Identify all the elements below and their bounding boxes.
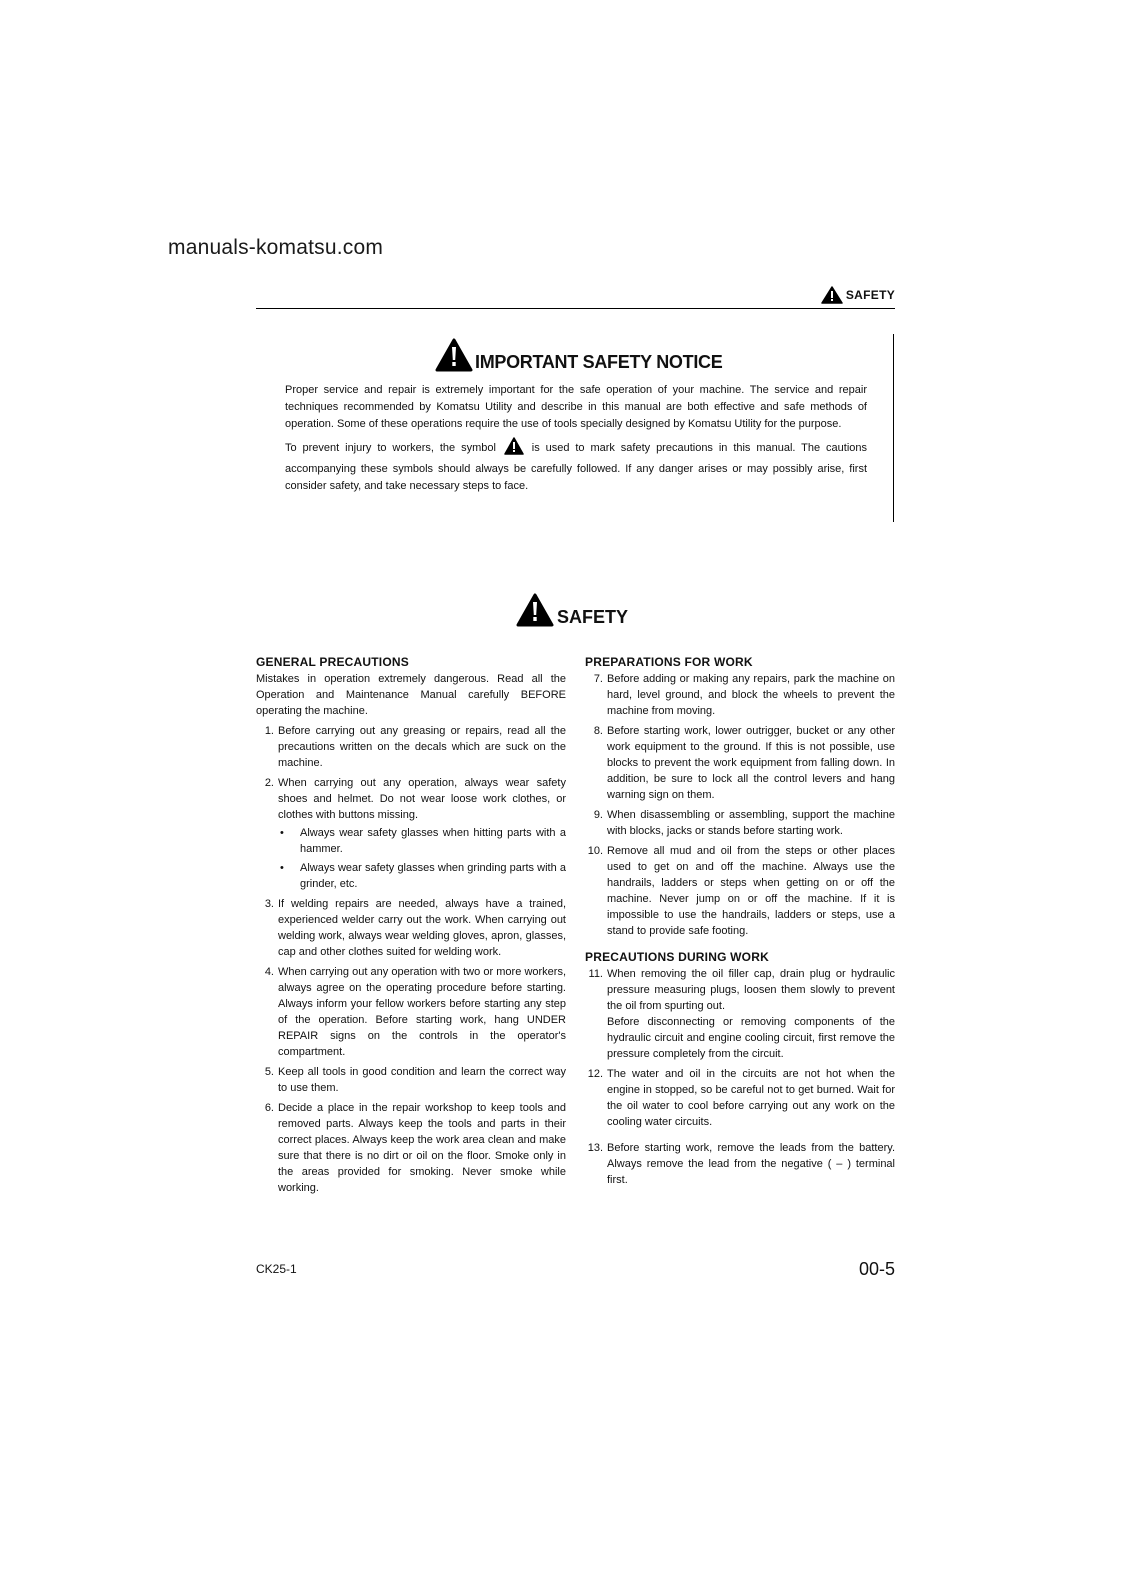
- notice-title: IMPORTANT SAFETY NOTICE: [475, 352, 723, 372]
- running-header: [821, 286, 895, 304]
- notice-paragraph: Proper service and repair is extremely important for the safe operation of your machine. The service and repair techniques recommended by Komatsu Utility and describe in this manual are both effective and safe methods of operation. Some of these operations require the use of tools specially designed by Komatsu Utility for the purpose.: [285, 384, 867, 430]
- list-item: 6. Decide a place in the repair workshop to keep tools and removed parts. Always keep the tools and parts in their correct places. Always keep the work area clean and make sure that there is no dirt or oil on the floor. Smoke only in the areas provided for smoking. Never smoke while working.: [264, 1102, 566, 1194]
- list-item: 8. Before starting work, lower outrigger, bucket or any other work equipment to the ground. If this is not possible, use blocks to prevent the work equipment from falling down. In addition, be sure to lock all the control levers and hang warning sign on them.: [593, 725, 895, 801]
- right-column: [585, 654, 895, 1192]
- list-item: 9. When disassembling or assembling, support the machine with blocks, jacks or stands before starting work.: [593, 809, 895, 837]
- bullet-item: • Always wear safety glasses when hitting parts with a hammer.: [280, 827, 566, 855]
- notice-heading: [435, 338, 722, 372]
- general-intro: Mistakes in operation extremely dangerous. Read all the Operation and Maintenance Manual carefully BEFORE operating the machine.: [256, 673, 566, 717]
- general-precautions-heading: GENERAL PRECAUTIONS: [256, 655, 409, 669]
- list-item: 12. The water and oil in the circuits are not hot when the engine in stopped, so be careful not to get burned. Wait for the oil water to cool before carrying out any work on the cooling water circuits.: [587, 1068, 895, 1128]
- list-item: 13. Before starting work, remove the leads from the battery. Always remove the lead from the negative ( – ) terminal first.: [587, 1142, 895, 1186]
- bullet-item: • Always wear safety glasses when grinding parts with a grinder, etc.: [280, 862, 566, 890]
- notice-symbol-paragraph: [285, 437, 867, 495]
- preparations-heading: PREPARATIONS FOR WORK: [585, 655, 753, 669]
- section-label: SAFETY: [845, 288, 895, 302]
- preparations-list: [585, 671, 895, 939]
- warning-triangle-icon: [516, 593, 554, 627]
- list-item: 1. Before carrying out any greasing or repairs, read all the precautions written on the decals which are suck on the machine.: [264, 725, 566, 769]
- watermark-text: manuals-komatsu.com: [168, 236, 384, 259]
- bullet-list: [278, 825, 566, 892]
- notice-body: [285, 382, 867, 499]
- symbol-text-before: To prevent injury to workers, the symbol: [285, 442, 496, 454]
- change-bar: [893, 334, 894, 522]
- warning-triangle-icon: [821, 286, 843, 304]
- warning-triangle-icon: [504, 437, 524, 461]
- list-item: 5. Keep all tools in good condition and learn the correct way to use them.: [264, 1066, 566, 1094]
- safety-heading: [516, 593, 628, 627]
- model-code: CK25-1: [256, 1262, 297, 1276]
- page-number: 00-5: [858, 1259, 895, 1279]
- general-list: [256, 723, 566, 1196]
- during-work-heading: PRECAUTIONS DURING WORK: [585, 950, 769, 964]
- list-item: 4. When carrying out any operation with two or more workers, always agree on the operating procedure before starting. Always inform your fellow workers before starting any step of the operation. Before starting work, hang UNDER REPAIR signs on the controls in the operator's compartment.: [264, 966, 566, 1058]
- safety-title: SAFETY: [557, 607, 629, 627]
- list-item: 11. When removing the oil filler cap, drain plug or hydraulic pressure measuring plugs, loosen them slowly to prevent the oil from spurting out. Before disconnecting or removing components of the hydraulic circuit and engine cooling circuit, first remove the pressure completely from the circuit.: [588, 968, 895, 1060]
- left-column: [256, 654, 566, 1200]
- during-work-list: [585, 966, 895, 1188]
- header-rule: [256, 308, 895, 309]
- list-item: 7. Before adding or making any repairs, park the machine on hard, level ground, and block the wheels to prevent the machine from moving.: [593, 673, 895, 717]
- list-item: 3. If welding repairs are needed, always have a trained, experienced welder carry out the work. When carrying out welding work, always wear welding gloves, apron, glasses, cap and other clothes suited for welding work.: [264, 898, 566, 958]
- list-item: 10. Remove all mud and oil from the steps or other places used to get on and off the machine. Always use the handrails, ladders or steps when getting on or off the machine. Never jump on or off the machine. If it is impossible to use the handrails, ladders or steps, use a stand to provide safe footing.: [587, 845, 895, 937]
- list-item: 2. When carrying out any operation, always wear safety shoes and helmet. Do not wear loose work clothes, or clothes with buttons missing. • Always wear safety glasses when hitting parts with a hammer. • Always wear safety glasses when grinding parts with a grinder, etc.: [264, 777, 566, 890]
- symbol-text-after: is used to mark safety precautions in this manual. The cautions accompanying these symbols should always be carefully followed. If any danger arises or may possibly arise, first consider safety, and take necessary steps to face.: [285, 442, 868, 492]
- warning-triangle-icon: [435, 338, 473, 372]
